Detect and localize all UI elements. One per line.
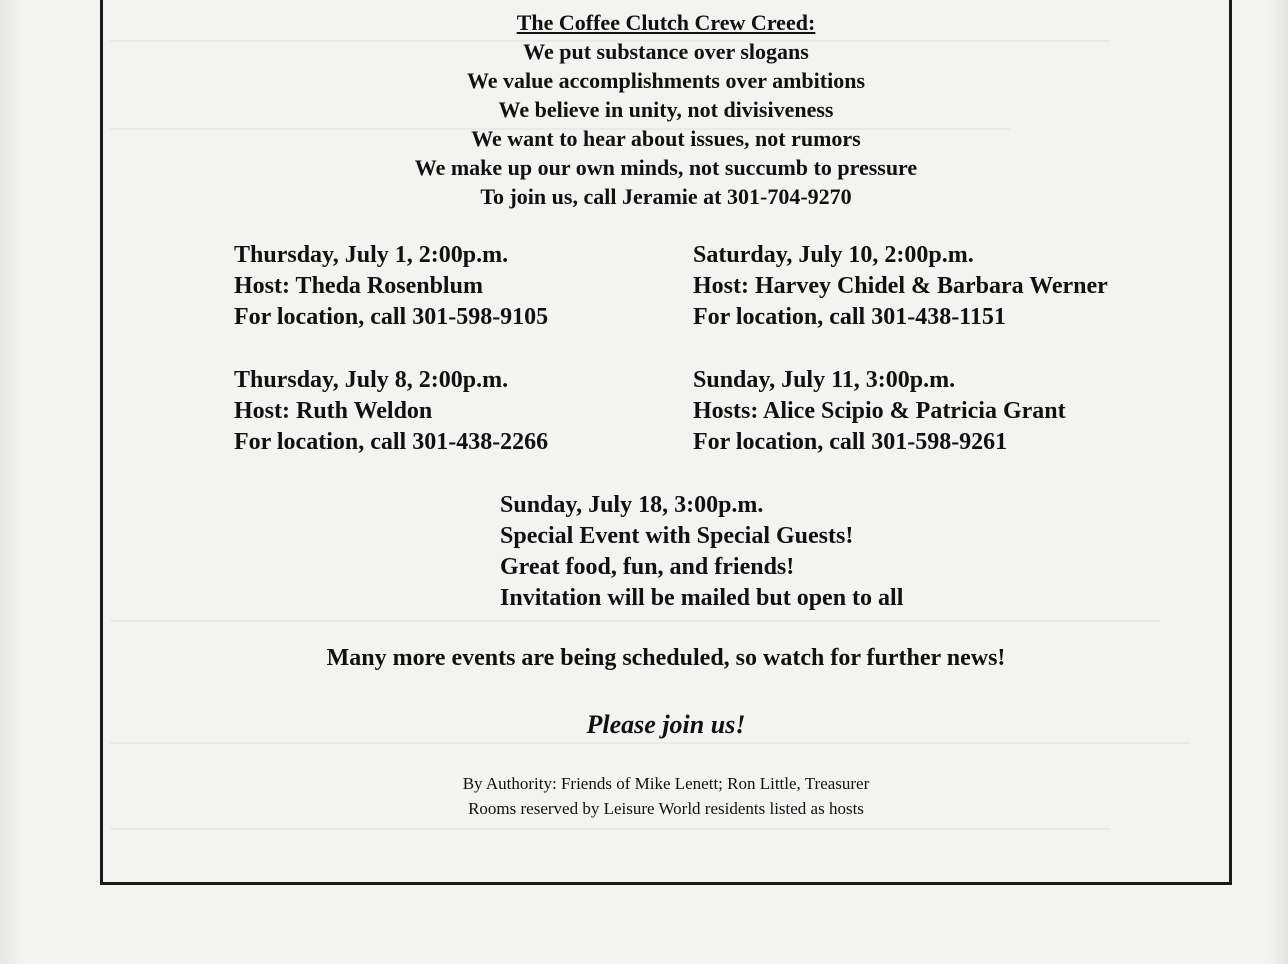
event-july-1 [234, 240, 548, 333]
creed-line: We make up our own minds, not succumb to pressure [414, 155, 918, 180]
event-date: Thursday, July 8, 2:00p.m. [234, 367, 509, 393]
event-july-11 [693, 365, 1066, 458]
creed-line: We put substance over slogans [523, 39, 809, 64]
special-event-line: Great food, fun, and friends! [500, 554, 795, 580]
event-location: For location, call 301-598-9105 [234, 304, 549, 330]
event-date: Saturday, July 10, 2:00p.m. [693, 242, 974, 268]
event-date: Sunday, July 11, 3:00p.m. [693, 367, 956, 393]
event-location: For location, call 301-438-2266 [234, 429, 549, 455]
special-event-line: Special Event with Special Guests! [500, 523, 854, 549]
authority-disclaimer [103, 771, 1229, 821]
page-right-edge [1268, 0, 1288, 964]
creed-section [103, 8, 1229, 211]
event-date: Thursday, July 1, 2:00p.m. [234, 242, 509, 268]
authority-line: Rooms reserved by Leisure World residents listed as hosts [468, 799, 864, 818]
event-host: Host: Ruth Weldon [234, 398, 433, 424]
event-july-10 [693, 240, 1108, 333]
flyer-box [100, 0, 1232, 885]
event-host: Host: Theda Rosenblum [234, 273, 483, 299]
event-host: Host: Harvey Chidel & Barbara Werner [693, 273, 1108, 299]
event-location: For location, call 301-598-9261 [693, 429, 1008, 455]
creed-contact-line: To join us, call Jeramie at 301-704-9270 [480, 184, 852, 209]
special-event-date: Sunday, July 18, 3:00p.m. [500, 492, 764, 518]
event-july-8 [234, 365, 548, 458]
join-invitation: Please join us! [586, 710, 746, 739]
creed-line: We value accomplishments over ambitions [466, 68, 866, 93]
creed-line: We believe in unity, not divisiveness [498, 97, 834, 122]
event-host: Hosts: Alice Scipio & Patricia Grant [693, 398, 1066, 424]
creed-line: We want to hear about issues, not rumors [471, 126, 861, 151]
more-events-notice: Many more events are being scheduled, so watch for further news! [326, 645, 1006, 671]
special-event [500, 490, 903, 614]
authority-line: By Authority: Friends of Mike Lenett; Ron Little, Treasurer [462, 774, 870, 793]
event-location: For location, call 301-438-1151 [693, 304, 1006, 330]
page-left-edge [0, 0, 22, 964]
creed-title: The Coffee Clutch Crew Creed: [516, 10, 816, 35]
special-event-line: Invitation will be mailed but open to all [500, 585, 904, 611]
